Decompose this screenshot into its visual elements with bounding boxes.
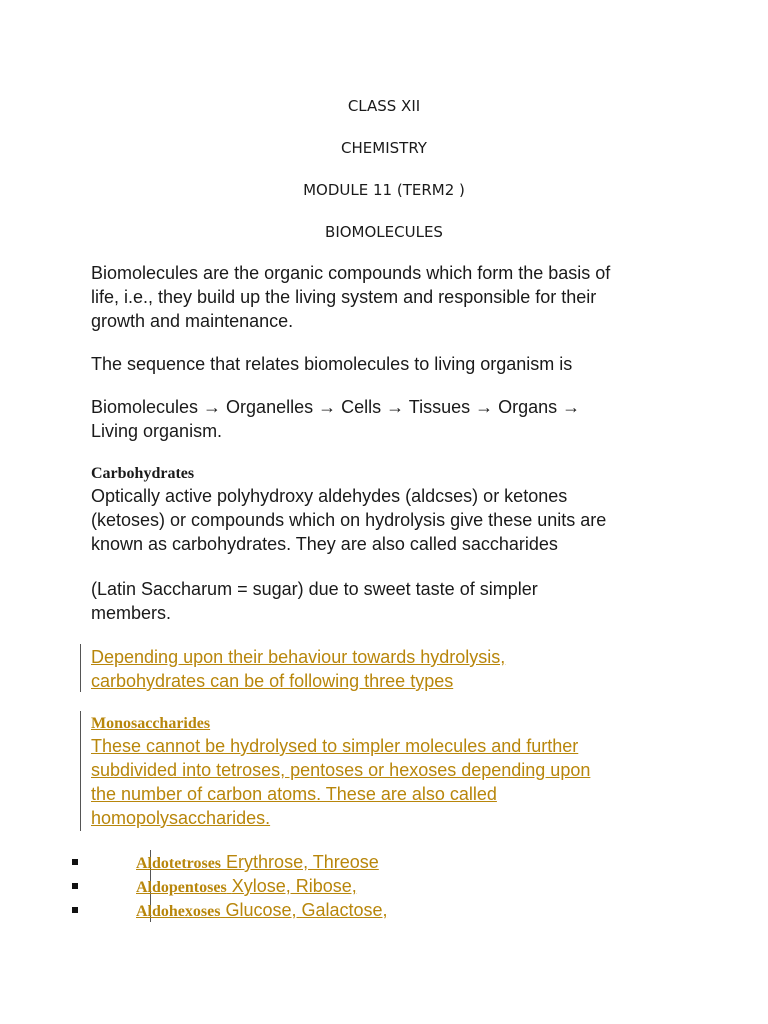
intro-paragraph: [91, 261, 681, 333]
example-name: Aldotetroses: [136, 855, 222, 872]
carbohydrates-section: [91, 464, 681, 556]
monosaccharides-line: subdivided into tetroses, pentoses or hexoses depending upon: [91, 760, 591, 780]
sequence-chain-line: Biomolecules → Organelles → Cells → Tissues → Organs →: [91, 397, 581, 417]
example-items: Xylose, Ribose,: [231, 876, 357, 896]
types-line: Depending upon their behaviour towards hydrolysis,: [91, 647, 506, 667]
types-line: carbohydrates can be of following three types: [91, 671, 454, 691]
revision-bar: [80, 711, 81, 831]
subject-title: CHEMISTRY: [341, 139, 427, 157]
topic-title: BIOMOLECULES: [325, 223, 443, 241]
example-name: Aldohexoses: [136, 903, 221, 920]
intro-line: life, i.e., they build up the living system and responsible for their: [91, 287, 597, 307]
carbohydrates-line: known as carbohydrates. They are also called saccharides: [91, 534, 558, 554]
carbohydrates-line: Optically active polyhydroxy aldehydes (aldcses) or ketones: [91, 486, 568, 506]
example-text: [136, 874, 357, 900]
bullet-square-icon: [72, 859, 78, 865]
sequence-statement: [91, 352, 681, 376]
monosaccharides-line: homopolysaccharides.: [91, 808, 271, 828]
bullet-square-icon: [72, 907, 78, 913]
bullet-square-icon: [72, 883, 78, 889]
example-items: Glucose, Galactose,: [225, 900, 388, 920]
class-title: CLASS XII: [347, 97, 421, 115]
sequence-chain-line: Living organism.: [91, 421, 223, 441]
monosaccharides-section: [91, 714, 681, 830]
sequence-statement-text: The sequence that relates biomolecules to living organism is: [91, 354, 573, 374]
sequence-chain: [91, 395, 681, 443]
types-paragraph: [91, 645, 681, 693]
example-item: [70, 850, 670, 874]
example-item: [70, 898, 670, 922]
revision-bar: [80, 644, 81, 692]
example-text: [136, 898, 388, 924]
example-text: [136, 850, 379, 876]
intro-line: Biomolecules are the organic compounds which form the basis of: [91, 263, 611, 283]
monosaccharides-line: These cannot be hydrolysed to simpler molecules and further: [91, 736, 579, 756]
carbohydrates-line: (ketoses) or compounds which on hydrolysis give these units are: [91, 510, 607, 530]
example-items: Erythrose, Threose: [226, 852, 379, 872]
example-item: [70, 874, 670, 898]
module-title: MODULE 11 (TERM2 ): [303, 181, 465, 199]
carbohydrates-heading: Carbohydrates: [91, 465, 195, 482]
latin-line: (Latin Saccharum = sugar) due to sweet taste of simpler: [91, 579, 538, 599]
latin-note: [91, 577, 681, 625]
monosaccharides-heading: Monosaccharides: [91, 715, 211, 732]
latin-line: members.: [91, 603, 172, 623]
example-name: Aldopentoses: [136, 879, 227, 896]
monosaccharides-line: the number of carbon atoms. These are also called: [91, 784, 497, 804]
intro-line: growth and maintenance.: [91, 311, 294, 331]
